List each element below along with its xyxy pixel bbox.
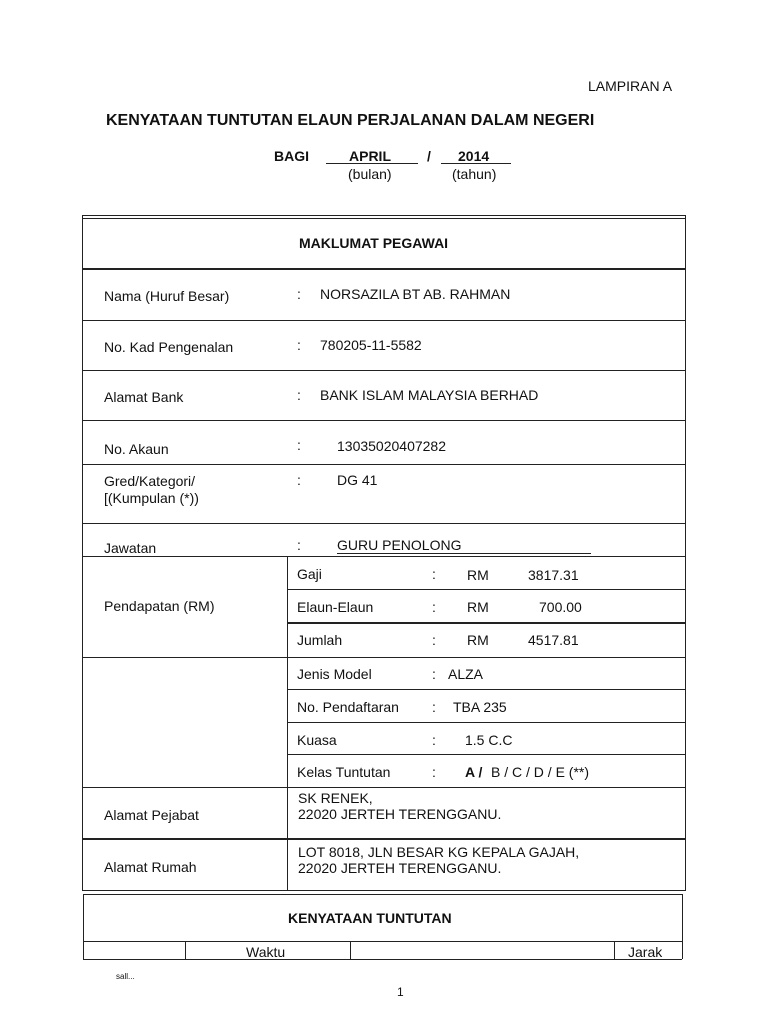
kelas-options: B / C / D / E (**) <box>491 764 590 780</box>
year-value: 2014 <box>458 148 490 164</box>
kelas-label: Kelas Tuntutan <box>297 764 391 780</box>
year-caption: (tahun) <box>452 166 497 182</box>
table-rule <box>82 657 686 658</box>
table-border-left <box>83 894 84 959</box>
rumah-line2: 22020 JERTEH TERENGGANU. <box>298 860 502 876</box>
pejabat-line1: SK RENEK, <box>298 790 373 806</box>
table-rule <box>82 556 686 557</box>
model-colon: : <box>432 666 436 682</box>
slash-separator: / <box>427 148 431 164</box>
ic-label: No. Kad Pengenalan <box>104 339 234 355</box>
pendaftaran-colon: : <box>432 699 436 715</box>
table-rule <box>287 689 686 690</box>
rumah-label: Alamat Rumah <box>104 859 197 875</box>
table-rule <box>83 959 682 960</box>
pendapatan-label: Pendapatan (RM) <box>104 598 215 614</box>
jawatan-label: Jawatan <box>104 540 157 556</box>
elaun-label: Elaun-Elaun <box>297 599 374 615</box>
table-rule <box>82 370 686 371</box>
gaji-currency: RM <box>467 567 489 583</box>
month-caption: (bulan) <box>348 166 392 182</box>
pejabat-line2: 22020 JERTEH TERENGGANU. <box>298 806 502 822</box>
pendaftaran-value: TBA 235 <box>453 699 507 715</box>
table-rule <box>82 218 686 219</box>
table-rule <box>82 890 686 891</box>
column-divider <box>614 941 615 959</box>
pejabat-label: Alamat Pejabat <box>104 807 199 823</box>
table-rule <box>82 523 686 524</box>
bagi-label: BAGI <box>274 148 309 164</box>
form-title: KENYATAAN TUNTUTAN ELAUN PERJALANAN DALAM NEGERI <box>106 112 595 129</box>
waktu-header: Waktu <box>246 944 286 960</box>
table-rule <box>82 320 686 321</box>
table-rule <box>82 268 686 270</box>
jawatan-value: GURU PENOLONG <box>337 537 462 553</box>
column-divider <box>350 941 351 959</box>
elaun-colon: : <box>432 599 436 615</box>
jarak-header: Jarak <box>628 944 663 960</box>
gaji-label: Gaji <box>297 566 322 582</box>
month-value: APRIL <box>349 148 391 164</box>
table-rule <box>287 754 686 755</box>
jumlah-label: Jumlah <box>297 632 343 648</box>
jumlah-colon: : <box>432 632 436 648</box>
kuasa-label: Kuasa <box>297 732 337 748</box>
column-divider <box>185 941 186 959</box>
gred-value: DG 41 <box>337 472 378 488</box>
table-border-left <box>82 215 83 890</box>
kuasa-colon: : <box>432 732 436 748</box>
jawatan-colon: : <box>297 537 301 553</box>
model-value: ALZA <box>448 666 484 682</box>
gaji-amount: 3817.31 <box>528 567 579 583</box>
pendapatan-divider <box>287 556 288 657</box>
ic-colon: : <box>297 337 301 353</box>
kenyataan-heading: KENYATAAN TUNTUTAN <box>288 910 452 926</box>
elaun-amount: 700.00 <box>539 599 582 615</box>
nama-value: NORSAZILA BT AB. RAHMAN <box>320 286 511 302</box>
kelas-colon: : <box>432 764 436 780</box>
kelas-selected: A / <box>465 764 483 780</box>
lampiran-label: LAMPIRAN A <box>588 78 673 94</box>
elaun-currency: RM <box>467 599 489 615</box>
table-rule <box>287 589 686 590</box>
gred-label-line2: [(Kumpulan (*)) <box>104 490 199 506</box>
bank-value: BANK ISLAM MALAYSIA BERHAD <box>320 387 539 403</box>
footer-scribble: sall... <box>116 972 135 981</box>
jumlah-currency: RM <box>467 632 489 648</box>
akaun-label: No. Akaun <box>104 441 169 457</box>
table-border-right <box>682 894 683 959</box>
table-rule <box>83 941 682 942</box>
table-rule <box>287 722 686 723</box>
bank-colon: : <box>297 387 301 403</box>
table-rule <box>82 215 686 216</box>
maklumat-heading: MAKLUMAT PEGAWAI <box>299 235 449 251</box>
table-rule <box>287 622 686 624</box>
ic-value: 780205-11-5582 <box>320 337 422 353</box>
table-rule <box>83 894 682 895</box>
table-rule <box>337 553 591 554</box>
akaun-colon: : <box>297 437 301 453</box>
jumlah-amount: 4517.81 <box>528 632 579 648</box>
gred-label: Gred/Kategori/ <box>104 473 196 489</box>
page-number: 1 <box>397 985 404 999</box>
gred-colon: : <box>297 472 301 488</box>
kuasa-value: 1.5 C.C <box>465 732 513 748</box>
nama-colon: : <box>297 286 301 302</box>
table-rule <box>82 838 686 840</box>
gaji-colon: : <box>432 566 436 582</box>
model-label: Jenis Model <box>297 666 372 682</box>
table-rule <box>82 464 686 465</box>
nama-label: Nama (Huruf Besar) <box>104 288 230 304</box>
rumah-line1: LOT 8018, JLN BESAR KG KEPALA GAJAH, <box>298 844 580 860</box>
akaun-value: 13035020407282 <box>337 438 447 454</box>
pendaftaran-label: No. Pendaftaran <box>297 699 399 715</box>
bank-label: Alamat Bank <box>104 389 184 405</box>
table-border-right <box>685 215 686 890</box>
table-rule <box>82 787 686 788</box>
table-rule <box>82 420 686 421</box>
